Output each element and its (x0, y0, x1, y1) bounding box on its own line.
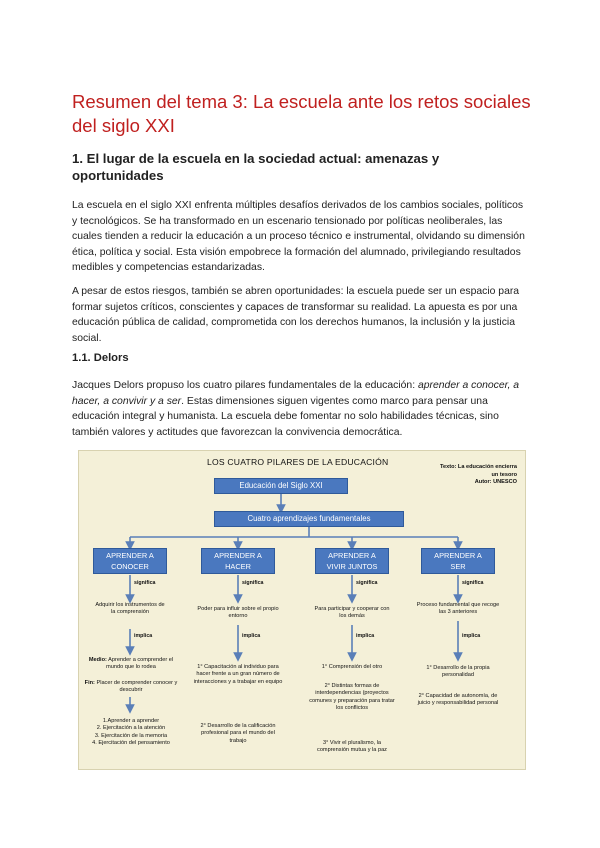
implica-label-3: implica (356, 633, 375, 639)
section-1-heading: 1. El lugar de la escuela en la sociedad actual: amenazas y oportunidades (72, 151, 440, 183)
fin-text: Placer de comprender conocer y descubrir (94, 680, 178, 694)
pillar-vivir-line-2: VIVIR JUNTOS (326, 561, 378, 571)
pillar-ser-line-1: APRENDER A (434, 551, 482, 560)
pillar-hacer-line-1: APRENDER A (214, 551, 262, 560)
education-21st-century-box: Educación del Siglo XXI (214, 478, 348, 494)
document-title: Resumen del tema 3: La escuela ante los retos sociales del siglo XXI (72, 91, 531, 136)
conocer-list-item-3: 3. Ejercitación de la memoria (94, 732, 168, 739)
medio-text: Aprender a comprender el mundo que lo rodea (106, 657, 174, 671)
delors-paragraph (72, 378, 530, 440)
delors-text-end: . Estas dimensiones siguen vigentes como marco para pensar una educación integral y humanista. La escuela debe fomentar no solo habilidades técnicas, sino también valores y actitudes que favorezcan la convivencia democrática. (72, 395, 499, 438)
ser-meaning: Proceso fundamental que recoge las 3 anteriores (416, 602, 500, 615)
conocer-list-item-1: 1.Aprender a aprender (102, 718, 160, 724)
hacer-item-1: 1° Capacitación al individuo para hacer frente a un gran número de interacciones y a trabajar en equipo (193, 664, 283, 685)
ser-item-1: 1° Desarrollo de la propia personalidad (426, 665, 490, 679)
diagram-title: LOS CUATRO PILARES DE LA EDUCACIÓN (207, 457, 389, 467)
conocer-fin (81, 680, 181, 695)
pillar-hacer-box (201, 548, 275, 574)
pillar-conocer-line-2: CONOCER (111, 561, 149, 571)
significa-label-2: significa (242, 580, 264, 586)
hacer-item-2: 2° Desarrollo de la calificación profesional para el mundo del trabajo (200, 723, 276, 744)
pillar-conocer-line-1: APRENDER A (106, 551, 154, 560)
section-1-paragraph-1: La escuela en el siglo XXI enfrenta múltiples desafíos derivados de los cambios sociales, políticos y tecnológicos. Se ha transformado en un escenario tensionado por políticas neoliberales, las cuales tienden a reducir la educación a un proceso técnico e instrumental, olvidando su dimensión ética, política y social. Esta visión empobrece la formación del alumnado, privilegiando resultados medibles y competencias estandarizadas. (72, 200, 525, 274)
conocer-list-item-4: 4. Ejercitación del pensamiento (92, 740, 170, 747)
pillar-conocer-box (93, 548, 167, 574)
vivir-item-3: 3° Vivir el pluralismo, la comprensión mutua y la paz (317, 740, 387, 754)
credit-line-3: Autor: UNESCO (474, 479, 517, 485)
diagram-credit (425, 464, 517, 487)
four-learnings-box: Cuatro aprendizajes fundamentales (214, 511, 404, 527)
conocer-meaning: Adquirir los instrumentos de la comprensión (95, 602, 165, 615)
pillar-vivir-line-1: APRENDER A (328, 551, 376, 560)
medio-label: Medio: (88, 657, 107, 663)
vivir-meaning: Para participar y cooperar con los demás (314, 606, 390, 619)
credit-line-1: Texto: La educación encierra (440, 464, 517, 470)
conocer-medio (81, 657, 181, 672)
hacer-meaning: Poder para influir sobre el propio entorno (197, 606, 279, 619)
delors-text-start: Jacques Delors propuso los cuatro pilares fundamentales de la educación: (72, 380, 418, 391)
significa-label-4: significa (462, 580, 484, 586)
pillar-ser-box (421, 548, 495, 574)
implica-label-1: implica (134, 633, 153, 639)
pillars-diagram (78, 450, 526, 770)
pillar-vivir-juntos-box (315, 548, 389, 574)
section-1-paragraph-2: A pesar de estos riesgos, también se abren oportunidades: la escuela puede ser un espacio para formar sujetos críticos, conscientes y capaces de transformar su realidad. La apuesta es por una educación pública de calidad, comprometida con los derechos humanos, la inclusión y la justicia social. (72, 286, 520, 344)
pillar-ser-line-2: SER (450, 561, 466, 571)
delors-pillars-emphasis: aprender a conocer, a hacer, a convivir y a ser (72, 380, 520, 407)
conocer-list-item-2: 2. Ejercitación a la atención (96, 725, 166, 732)
fin-label: Fin: (84, 680, 95, 686)
credit-line-2: un tesoro (491, 471, 517, 478)
vivir-item-1: 1° Comprensión del otro (321, 664, 383, 670)
pillar-hacer-line-2: HACER (225, 561, 251, 571)
implica-label-2: implica (242, 633, 261, 639)
vivir-item-2: 2° Distintas formas de interdependencias (proyectos comunes y preparación para tratar los conflictos (309, 683, 395, 712)
conocer-list (79, 718, 183, 748)
significa-label-3: significa (356, 580, 378, 586)
significa-label-1: significa (134, 580, 156, 586)
implica-label-4: implica (462, 633, 481, 639)
section-1-1-heading: 1.1. Delors (72, 352, 129, 364)
ser-item-2: 2° Capacidad de autonomía, de juicio y responsabilidad personal (417, 693, 499, 707)
